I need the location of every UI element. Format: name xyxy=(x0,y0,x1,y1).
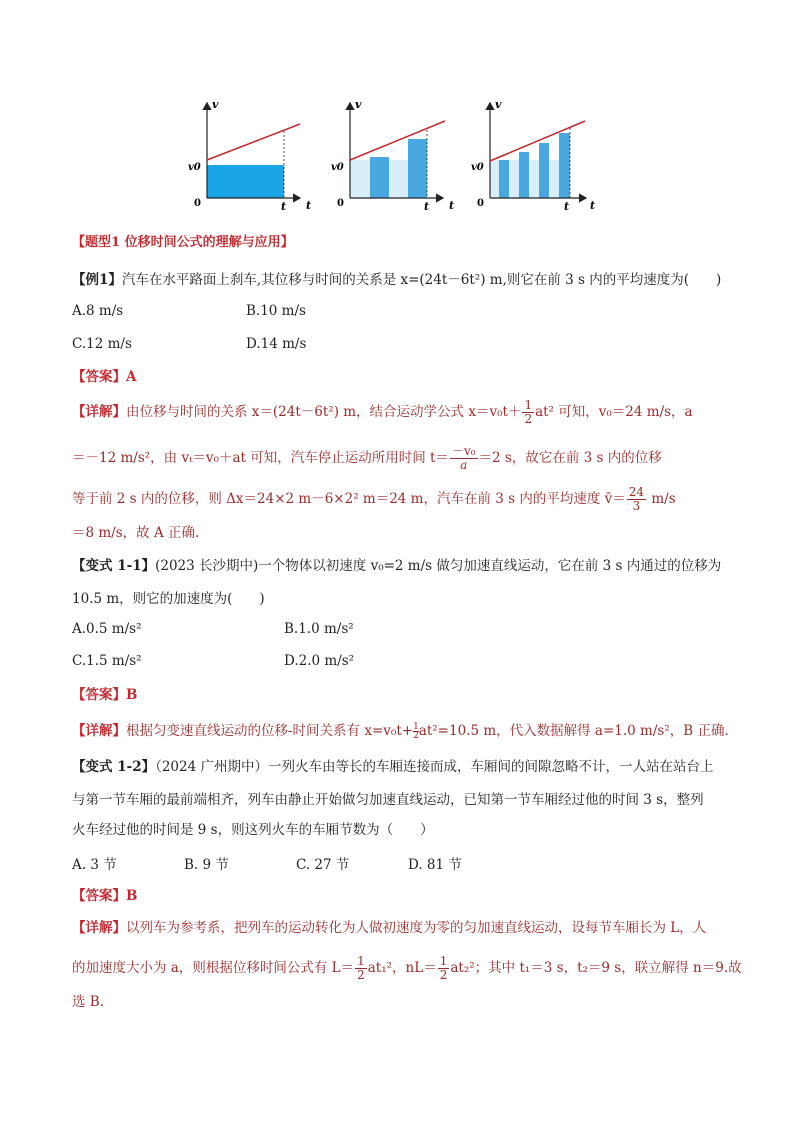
fig1-origin: 0 xyxy=(194,198,201,209)
var11-detail-text-b: at²=10.5 m，代入数据解得 a=1.0 m/s²，B 正确. xyxy=(418,723,729,739)
ex1-fraction-stop-time xyxy=(450,445,478,472)
ex1-detail-line-4: ＝8 m/s，故 A 正确. xyxy=(72,525,200,541)
velocity-time-figures xyxy=(180,98,610,216)
frac-den: 3 xyxy=(632,499,641,513)
ex1-detail-text-2b: ＝2 s，故它在前 3 s 内的位移 xyxy=(478,450,662,466)
var12-question-line-3: 火车经过他的时间是 9 s，则这列火车的车厢节数为（ ） xyxy=(72,822,434,838)
ex1-detail-text-2a: ＝－12 m/s²，由 vₜ＝v₀＋at 可知，汽车停止运动所用时间 t＝ xyxy=(72,450,449,466)
var12-fraction-1 xyxy=(355,955,367,982)
fig2-v0-label: v0 xyxy=(331,162,344,173)
fig2-v-label: v xyxy=(355,98,362,111)
var12-answer: B xyxy=(126,888,138,904)
fig3-v-label: v xyxy=(495,98,502,111)
example-1-tag: 【例1】 xyxy=(72,272,122,288)
fig3-origin: 0 xyxy=(477,198,484,209)
example-1-question xyxy=(72,270,721,290)
frac-num: 24 xyxy=(628,485,645,499)
var12-detail-line-2 xyxy=(72,955,742,982)
var11-option-a: A.0.5 m/s² xyxy=(72,621,142,637)
var11-question-line-1 xyxy=(72,556,721,576)
fig1-tick-t: t xyxy=(281,200,287,213)
var11-option-d: D.2.0 m/s² xyxy=(284,653,355,669)
figure-1-single-rectangle xyxy=(188,98,311,213)
ex1-answer-line xyxy=(72,367,136,387)
frac-num: 1 xyxy=(357,954,365,968)
ex1-detail-line-3 xyxy=(72,486,676,513)
fig3-tick-t: t xyxy=(564,200,570,213)
ex1-detail-text-3b: m/s xyxy=(647,491,676,507)
frac-den: 2 xyxy=(413,731,419,741)
var11-question-text-1: (2023 长沙期中)一个物体以初速度 v₀=2 m/s 做匀加速直线运动，它在前 3 s 内通过的位移为 xyxy=(155,558,722,574)
ex1-option-c: C.12 m/s xyxy=(72,336,132,352)
frac-num: －v₀ xyxy=(451,444,476,458)
ex1-option-b: B.10 m/s xyxy=(246,303,306,319)
var11-question-line-2: 10.5 m，则它的加速度为( ) xyxy=(72,591,265,607)
var11-detail-line xyxy=(72,721,729,741)
var11-option-c: C.1.5 m/s² xyxy=(72,653,142,669)
ex1-answer-tag: 【答案】 xyxy=(72,369,126,385)
var11-detail-text-a: 根据匀变速直线运动的位移-时间关系有 x=v₀t+ xyxy=(126,723,414,739)
var11-option-b: B.1.0 m/s² xyxy=(284,621,354,637)
ex1-detail-text-1a: 由位移与时间的关系 x＝(24t－6t²) m，结合运动学公式 x＝v₀t＋ xyxy=(126,404,522,420)
ex1-option-a: A.8 m/s xyxy=(72,303,124,319)
var12-detail-tag: 【详解】 xyxy=(72,920,126,936)
ex1-fraction-half xyxy=(522,399,534,426)
var11-answer-tag: 【答案】 xyxy=(72,687,126,703)
example-1-question-text: 汽车在水平路面上刹车,其位移与时间的关系是 x=(24t－6t²) m,则它在前 3 s 内的平均速度为( ) xyxy=(121,272,722,288)
ex1-option-d: D.14 m/s xyxy=(246,336,307,352)
var12-option-a: A. 3 节 xyxy=(72,857,117,873)
frac-den: 2 xyxy=(439,968,448,982)
var11-answer-line xyxy=(72,685,137,705)
frac-den: 2 xyxy=(524,412,533,426)
var11-tag: 【变式 1-1】 xyxy=(72,558,156,574)
var12-detail-text-2c: at₂²；其中 t₁＝3 s，t₂＝9 s，联立解得 n＝9.故 xyxy=(450,960,742,976)
frac-num: 1 xyxy=(524,398,533,412)
var12-question-line-2: 与第一节车厢的最前端相齐，列车由静止开始做匀加速直线运动，已知第一节车厢经过他的时间 3 s，整列 xyxy=(72,792,704,808)
var12-answer-tag: 【答案】 xyxy=(72,888,126,904)
var12-fraction-2 xyxy=(438,955,450,982)
var12-detail-line-3: 选 B. xyxy=(72,994,105,1010)
frac-num: 1 xyxy=(413,722,419,732)
frac-den: 2 xyxy=(357,968,365,982)
figure-3-four-rectangles xyxy=(471,98,595,213)
frac-num: 1 xyxy=(439,954,448,968)
var12-detail-text-2b: at₁²，nL＝ xyxy=(367,960,437,976)
section-heading: 【题型1 位移时间公式的理解与应用】 xyxy=(72,235,294,250)
var12-tag: 【变式 1-2】 xyxy=(72,759,156,775)
fig1-v0-label: v0 xyxy=(188,162,201,173)
var12-answer-line xyxy=(72,886,137,906)
ex1-detail-line-1 xyxy=(72,399,693,426)
var11-answer: B xyxy=(126,687,138,703)
var12-detail-line-1 xyxy=(72,918,706,938)
var12-question-line-1 xyxy=(72,757,714,777)
fig3-v0-label: v0 xyxy=(471,162,484,173)
ex1-detail-tag: 【详解】 xyxy=(72,404,126,420)
figure-2-two-rectangles xyxy=(331,98,454,213)
ex1-fraction-24-3 xyxy=(627,486,646,513)
fig1-t-label: t xyxy=(306,199,312,212)
ex1-answer: A xyxy=(126,369,137,385)
fig2-origin: 0 xyxy=(337,198,344,209)
fig1-v-label: v xyxy=(212,98,219,111)
var12-option-c: C. 27 节 xyxy=(296,857,350,873)
ex1-detail-text-3a: 等于前 2 s 内的位移，则 Δx＝24×2 m－6×2² m＝24 m，汽车在前 3 s 内的平均速度 v̄＝ xyxy=(72,491,626,507)
fig3-t-label: t xyxy=(590,199,596,212)
var11-detail-tag: 【详解】 xyxy=(72,723,126,739)
fig2-tick-t: t xyxy=(424,200,430,213)
ex1-detail-text-1b: at² 可知，v₀＝24 m/s，a xyxy=(535,404,693,420)
var12-detail-text-2a: 的加速度大小为 a，则根据位移时间公式有 L＝ xyxy=(72,960,355,976)
ex1-detail-line-2 xyxy=(72,445,662,472)
var12-detail-text-1: 以列车为参考系，把列车的运动转化为人做初速度为零的匀加速直线运动，设每节车厢长为 L，人 xyxy=(126,920,707,936)
var12-option-d: D. 81 节 xyxy=(408,857,462,873)
fig2-t-label: t xyxy=(449,199,455,212)
var12-question-text-1: （2024 广州期中）一列火车由等长的车厢连接而成，车厢间的间隙忽略不计，一人站在站台上 xyxy=(155,759,714,775)
frac-den: a xyxy=(460,458,468,472)
var12-option-b: B. 9 节 xyxy=(184,857,229,873)
